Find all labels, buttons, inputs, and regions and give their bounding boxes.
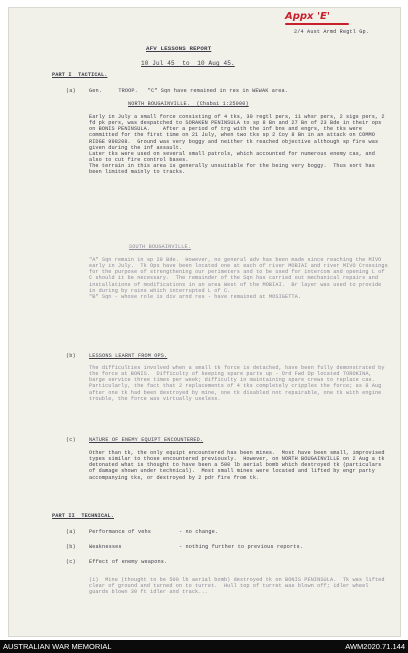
footer-bar: [0, 640, 408, 653]
footer-accession-number: AWM2020.71.144: [345, 642, 405, 651]
item-c-label: (c): [66, 437, 76, 443]
item-a-text: Gen. TROOP. "C" Sqn have remained in res in WEWAK area.: [89, 88, 289, 94]
appendix-underline: [285, 23, 349, 25]
tech-item-b-label: (b): [66, 544, 76, 550]
tech-item-b-key: Weaknesses: [89, 544, 122, 550]
tech-item-a-value: - no change.: [179, 529, 219, 535]
tech-item-c-key: Effect of enemy weapons.: [89, 559, 168, 565]
part1-heading: PART I TACTICAL.: [52, 72, 108, 78]
scanned-document-page: [9, 8, 400, 636]
item-b-label: (b): [66, 353, 76, 359]
tech-item-b-value: - nothing further to previous reports.: [179, 544, 303, 550]
tech-item-a-key: Performance of vehs: [89, 529, 151, 535]
tech-item-c-label: (c): [66, 559, 76, 565]
document-title: AFV LESSONS REPORT: [146, 45, 212, 52]
nature-paragraph: Other than tk, the only equipt encountered has been mines. Most have been small, improvised types similar to those encountered previously. However, on NORTH BOUGAINVILLE on 2 Aug a tk detonated what is thought to have been a 500 lb aerial bomb which destroyed tk (particulars of damage shown under technical). Most small mines were located and lifted by engr party accompanying tks, or destroyed by 2 pdr fire from tk.: [89, 450, 388, 481]
north-bougainville-heading: NORTH BOUGAINVILLE. (Chabai 1:25000): [128, 101, 249, 107]
item-a-label: (a): [66, 88, 76, 94]
appendix-annotation: Appx 'E': [285, 11, 330, 22]
part2-heading: PART II TECHNICAL.: [52, 513, 114, 519]
tech-item-a-label: (a): [66, 529, 76, 535]
document-period: 10 Jul 45 to 10 Aug 45.: [141, 60, 235, 67]
unit-stamp: 2/4 Aust Armd Regtl Gp.: [294, 29, 370, 35]
nature-heading: NATURE OF ENEMY EQUIPT ENCOUNTERED.: [89, 437, 204, 443]
south-bougainville-paragraph: "A" Sqn remain in sp 29 Bde. However, no general adv has been made since reaching the MIVO early in July. Tk Ops have been located one at each of river MOBIAI and river MIVO Crossings for the purpose of strengthening our perimeters and to be used for intercom and opening L of C should it be necessary. The remainder of the Sqn has carried out mechanical repairs and installations of modifications in an area West of the MOBIAI. Br layer was used to provide in during by rains which interrupted L of C. "B" Sqn - whose role is div arnd res - have remained at MOSIGETTA.: [89, 257, 388, 300]
north-bougainville-paragraph: Early in July a small force consisting of 4 tks, 30 regtl pers, 11 whsr pers, 2 sigs pers, 2 fd pk pers, was despatched to SORAKEN PENINSULA to sp 8 Bn and 27 Bn of 23 Bde in their ops on BONIS PENINSULA. After a period of trg with the inf bns and engrs, the tks were committed for the first time on 21 July, when two tks sp 2 Coy 8 Bn in an attack on COMMO RIDGE 998208. Ground was very boggy and neither tk reached objective although sp fire was given during the inf assault. Later tks were used on several small patrols, which accounted for numerous enemy cas, and also to cut fire control bases. The terrain in this area is generally unsuitable for the being very boggy. Thus sort has been limited mainly to tracks.: [89, 114, 385, 176]
footer-credit: AUSTRALIAN WAR MEMORIAL: [3, 642, 112, 651]
lessons-paragraph: The difficulties involved when a small tk force is detached, have been fully demonstrated by the force at BONIS. Difficulty of keeping spare parts up - Ord Fwd Dp located TOROKINA, barge service three times per week; difficulty in maintaining spare crews to replace cas. Particularly, the fact that 2 replacements of 4 tks completely cripples the force; as 8 Aug after one tk had been destroyed by mine, one tk disabled not repairable, one tk with engine trouble, the force was virtually useless.: [89, 365, 388, 402]
lessons-heading: LESSONS LEARNT FROM OPS.: [89, 353, 168, 359]
south-bougainville-heading: SOUTH BOUGAINVILLE.: [129, 244, 191, 250]
technical-paragraph: (i) Mine (thought to be 500 lb aerial bomb) destroyed tk on BONIS PENINSULA. Tk was lifted clear of ground and turned on to turret. Hull top of turret was blown off; idler wheel guards blown 30 ft idler and track...: [89, 577, 388, 596]
